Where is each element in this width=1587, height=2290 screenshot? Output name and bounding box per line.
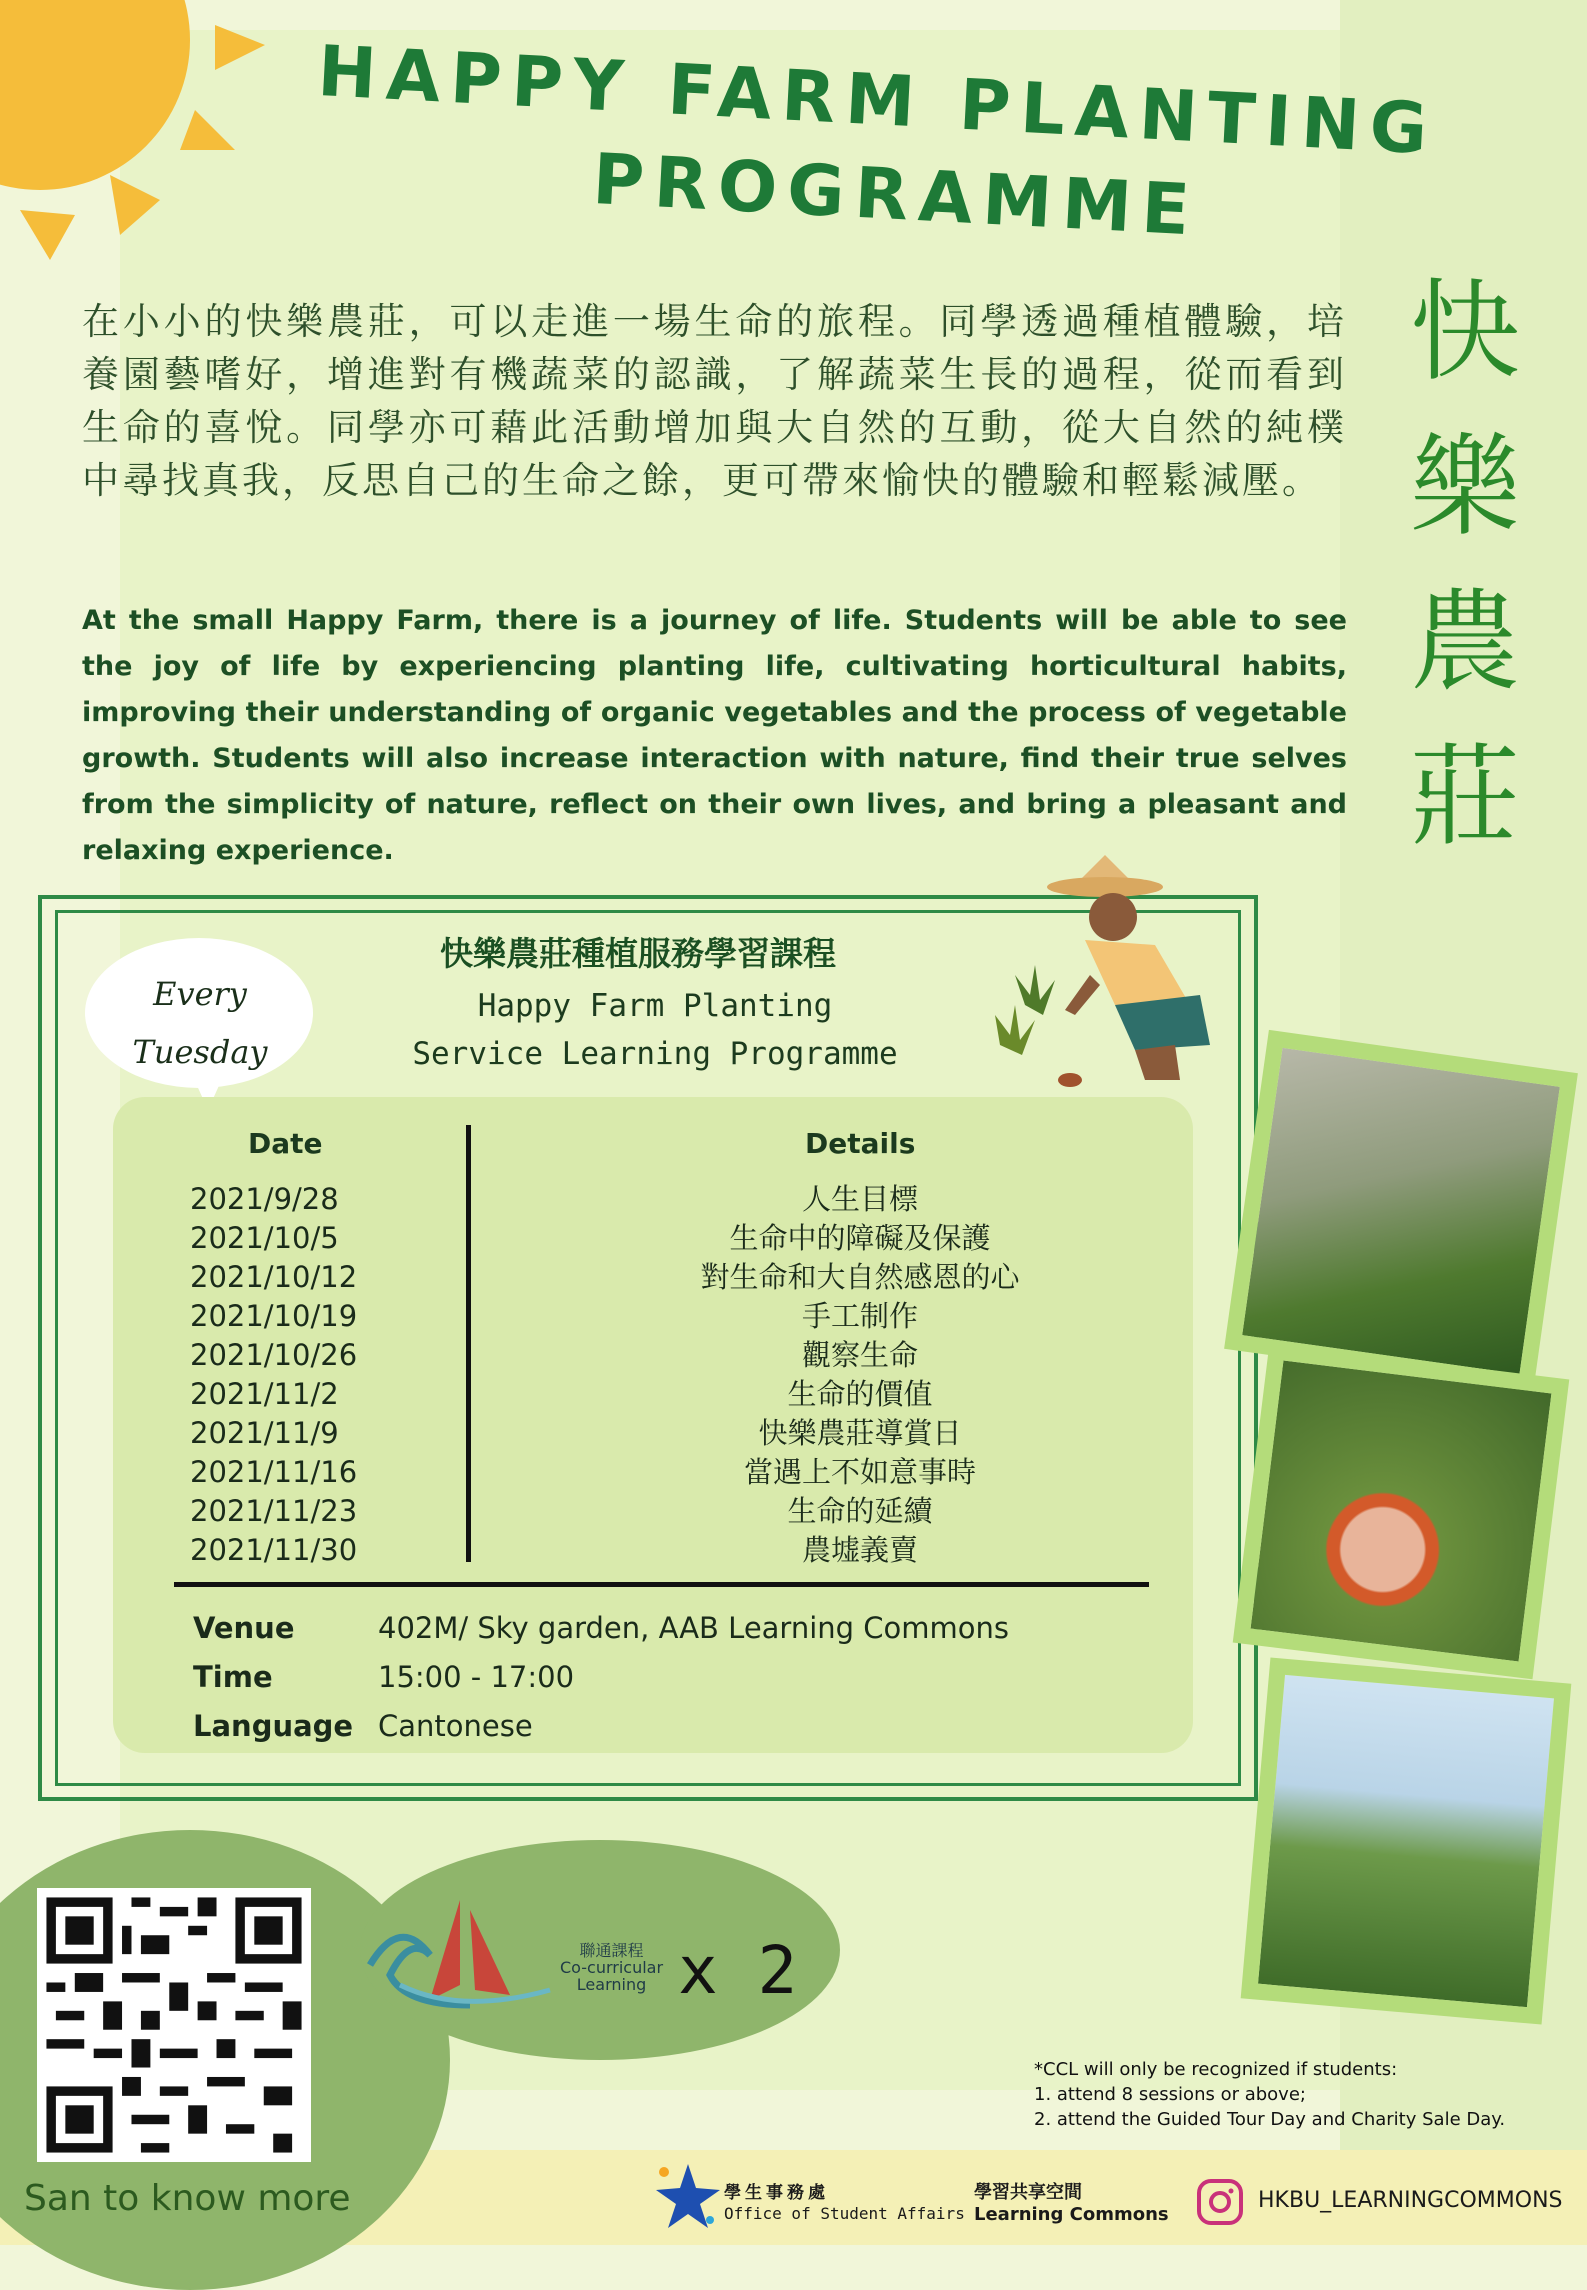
table-row-detail: 農墟義賣 (801, 1533, 918, 1567)
programme-name-zh: 快樂農莊種植服務學習課程 (440, 934, 836, 973)
table-row-date: 2021/11/16 (190, 1455, 358, 1489)
time-label: Time (193, 1660, 273, 1694)
table-row-detail: 生命的價值 (787, 1377, 933, 1411)
details-header: Details (805, 1127, 916, 1160)
lc-name-zh: 學習共享空間 (974, 2182, 1082, 2203)
table-divider-vertical (466, 1125, 471, 1562)
table-row-date: 2021/10/12 (190, 1260, 358, 1294)
table-row-detail: 對生命和大自然感恩的心 (700, 1260, 1020, 1294)
time-row (193, 1653, 1009, 1702)
instagram-icon[interactable] (1196, 2178, 1244, 2226)
ccl-note-line1: *CCL will only be recognized if students: (1034, 2059, 1398, 2080)
table-row-detail: 當遇上不如意事時 (743, 1455, 976, 1489)
programme-name-en-line1: Happy Farm Planting (477, 988, 833, 1024)
programme-name-en-line2: Service Learning Programme (412, 1036, 898, 1072)
farmer-illustration (985, 855, 1235, 1095)
side-char-2: 樂 (1410, 423, 1520, 551)
table-row-detail: 觀察生命 (801, 1338, 918, 1372)
bubble-tuesday: Tuesday (132, 1033, 268, 1071)
intro-chinese: 在小小的快樂農莊，可以走進一場生命的旅程。同學透過種植體驗，培養園藝嗜好，增進對有機蔬菜的認識，了解蔬菜生長的過程，從而看到生命的喜悅。同學亦可藉此活動增加與大自然的互動，從大自然的純樸中尋找真我，反思自己的生命之餘，更可帶來愉快的體驗和輕鬆減壓。 (82, 300, 1347, 502)
table-row-date: 2021/10/5 (190, 1221, 339, 1255)
table-row-detail: 人生目標 (801, 1182, 918, 1216)
sun-icon (0, 0, 270, 270)
table-row-detail: 快樂農莊導賞日 (758, 1416, 962, 1450)
table-row-detail: 手工制作 (801, 1299, 918, 1333)
osa-star-icon (650, 2160, 720, 2230)
photo-tomatoes (1233, 1343, 1570, 1680)
ccl-note-line3: 2. attend the Guided Tour Day and Charity Sale Day. (1034, 2109, 1506, 2130)
lc-name-en: Learning Commons (974, 2204, 1169, 2225)
scan-caption: San to know more (24, 2178, 351, 2219)
venue-value: 402M/ Sky garden, AAB Learning Commons (378, 1611, 1010, 1645)
ccl-logo-icon (360, 1895, 560, 2025)
ccl-logo-zh: 聯通課程 (579, 1941, 644, 1960)
venue-row (193, 1604, 1009, 1653)
event-info (193, 1604, 1009, 1751)
bubble-text (95, 965, 305, 1081)
bubble-every: Every (153, 975, 247, 1013)
side-title-zh (1390, 255, 1540, 875)
table-divider-horizontal (174, 1582, 1149, 1587)
ccl-logo-text (560, 1942, 663, 1993)
table-row-date: 2021/10/26 (190, 1338, 358, 1372)
ccl-note-line2: 1. attend 8 sessions or above; (1034, 2084, 1306, 2105)
qr-code[interactable] (37, 1888, 311, 2162)
details-column (560, 1180, 1160, 1570)
date-header: Date (248, 1127, 323, 1160)
osa-name-en: Office of Student Affairs (724, 2204, 965, 2223)
side-char-1: 快 (1410, 268, 1520, 396)
ccl-logo-en2: Learning (576, 1975, 647, 1994)
table-row-date: 2021/11/23 (190, 1494, 358, 1528)
language-label: Language (193, 1709, 354, 1743)
instagram-handle[interactable]: HKBU_LEARNINGCOMMONS (1258, 2188, 1563, 2213)
side-char-3: 農 (1410, 578, 1520, 706)
ccl-note (1034, 2057, 1505, 2132)
table-row-date: 2021/11/9 (190, 1416, 339, 1450)
language-row (193, 1702, 1009, 1751)
page-title-line-2: PROGRAMME (590, 138, 1202, 252)
ccl-multiplier: x 2 (678, 1932, 798, 2009)
time-value: 15:00 - 17:00 (378, 1660, 575, 1694)
programme-name-en (375, 982, 935, 1078)
date-column (190, 1180, 420, 1570)
table-row-date: 2021/10/19 (190, 1299, 358, 1333)
ccl-logo-en1: Co-curricular (560, 1958, 664, 1977)
photo-plants (1224, 1030, 1578, 1392)
photo-leaves (1241, 1657, 1572, 2024)
venue-label: Venue (193, 1611, 295, 1645)
side-char-4: 莊 (1410, 733, 1520, 861)
intro-english: At the small Happy Farm, there is a journey of life. Students will be able to see the joy of life by experiencing planting life, cultivating horticultural habits, improving their understanding of organic vegetables and the process of vegetable growth. Students will also increase interaction with nature, find their true selves from the simplicity of nature, reflect on their own lives, and bring a pleasant and relaxing experience. (82, 605, 1347, 866)
table-row-detail: 生命的延續 (787, 1494, 933, 1528)
language-value: Cantonese (378, 1709, 533, 1743)
osa-name-zh: 學生事務處 (724, 2183, 829, 2203)
table-row-detail: 生命中的障礙及保護 (729, 1221, 991, 1255)
table-row-date: 2021/9/28 (190, 1182, 339, 1216)
table-row-date: 2021/11/2 (190, 1377, 339, 1411)
page-title-line-1: HAPPY FARM PLANTING (315, 30, 1440, 171)
table-row-date: 2021/11/30 (190, 1533, 358, 1567)
